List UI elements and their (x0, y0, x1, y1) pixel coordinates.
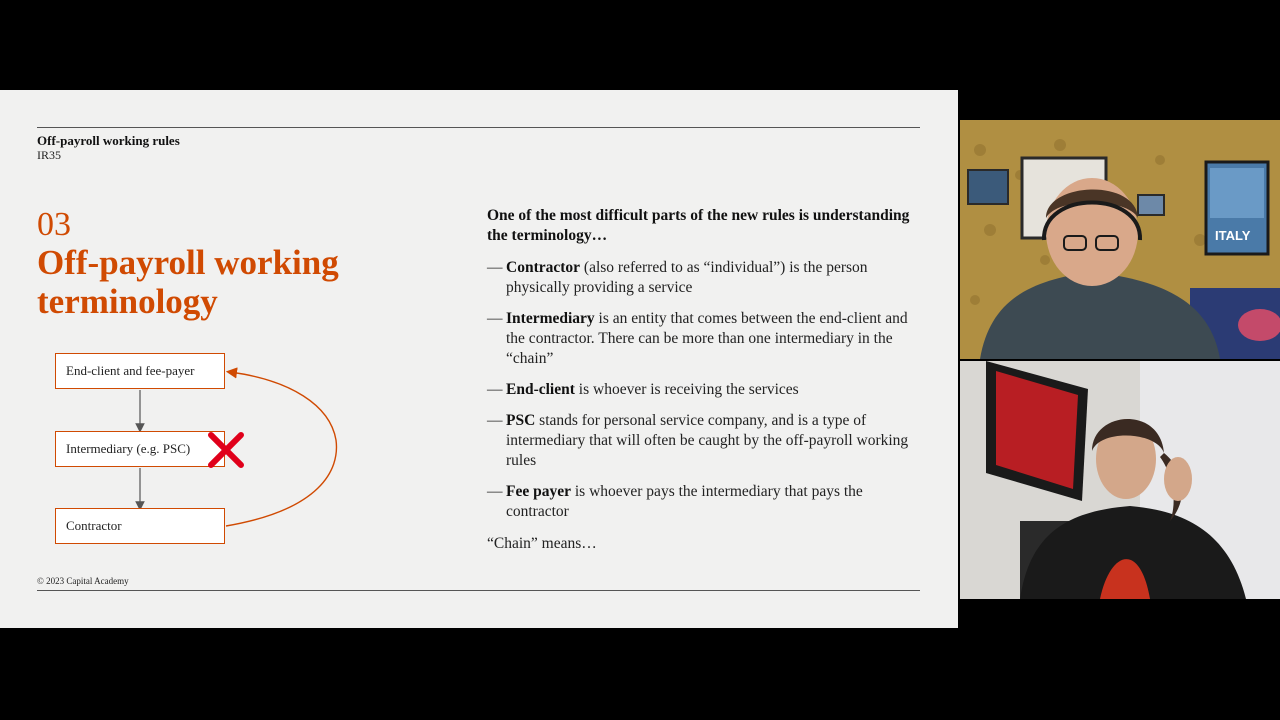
slide-header-subtitle: IR35 (37, 148, 61, 162)
slide-footer: © 2023 Capital Academy (37, 576, 129, 586)
section-number: 03 (37, 206, 71, 243)
participant-video-man[interactable] (960, 120, 1280, 359)
list-item: — Fee payer is whoever pays the intermediary that pays the contractor (487, 483, 863, 520)
slide-header-title: Off-payroll working rules (37, 133, 180, 148)
footer-rule (37, 590, 920, 591)
diagram-box-contractor: Contractor (55, 508, 225, 544)
list-item: — Contractor (also referred to as “individual”) is the person physically providing a service (487, 259, 868, 296)
section-title: Off-payroll working terminology (37, 243, 339, 321)
list-item: — PSC stands for personal service company, and is a type of intermediary that will often be caught by the off-payroll working rules (487, 412, 909, 469)
participant-video-woman-frame (960, 361, 1280, 599)
terminology-intro: One of the most difficult parts of the new rules is understanding the terminology… (487, 207, 910, 244)
diagram-box-end-client: End-client and fee-payer (55, 353, 225, 389)
red-cross-icon (206, 430, 246, 470)
list-item: — Intermediary is an entity that comes between the end-client and the contractor. There can be more than one intermediary in the “chain” (487, 310, 908, 367)
participant-video-man-frame (960, 120, 1280, 359)
presentation-slide (0, 90, 958, 628)
diagram-box-intermediary: Intermediary (e.g. PSC) (55, 431, 225, 467)
list-item: — End-client is whoever is receiving the services (487, 381, 799, 398)
participant-video-woman[interactable] (960, 361, 1280, 599)
svg-text:ITALY: ITALY (1215, 228, 1251, 243)
chain-text: “Chain” means… (487, 535, 597, 552)
terminology-list (487, 258, 917, 533)
